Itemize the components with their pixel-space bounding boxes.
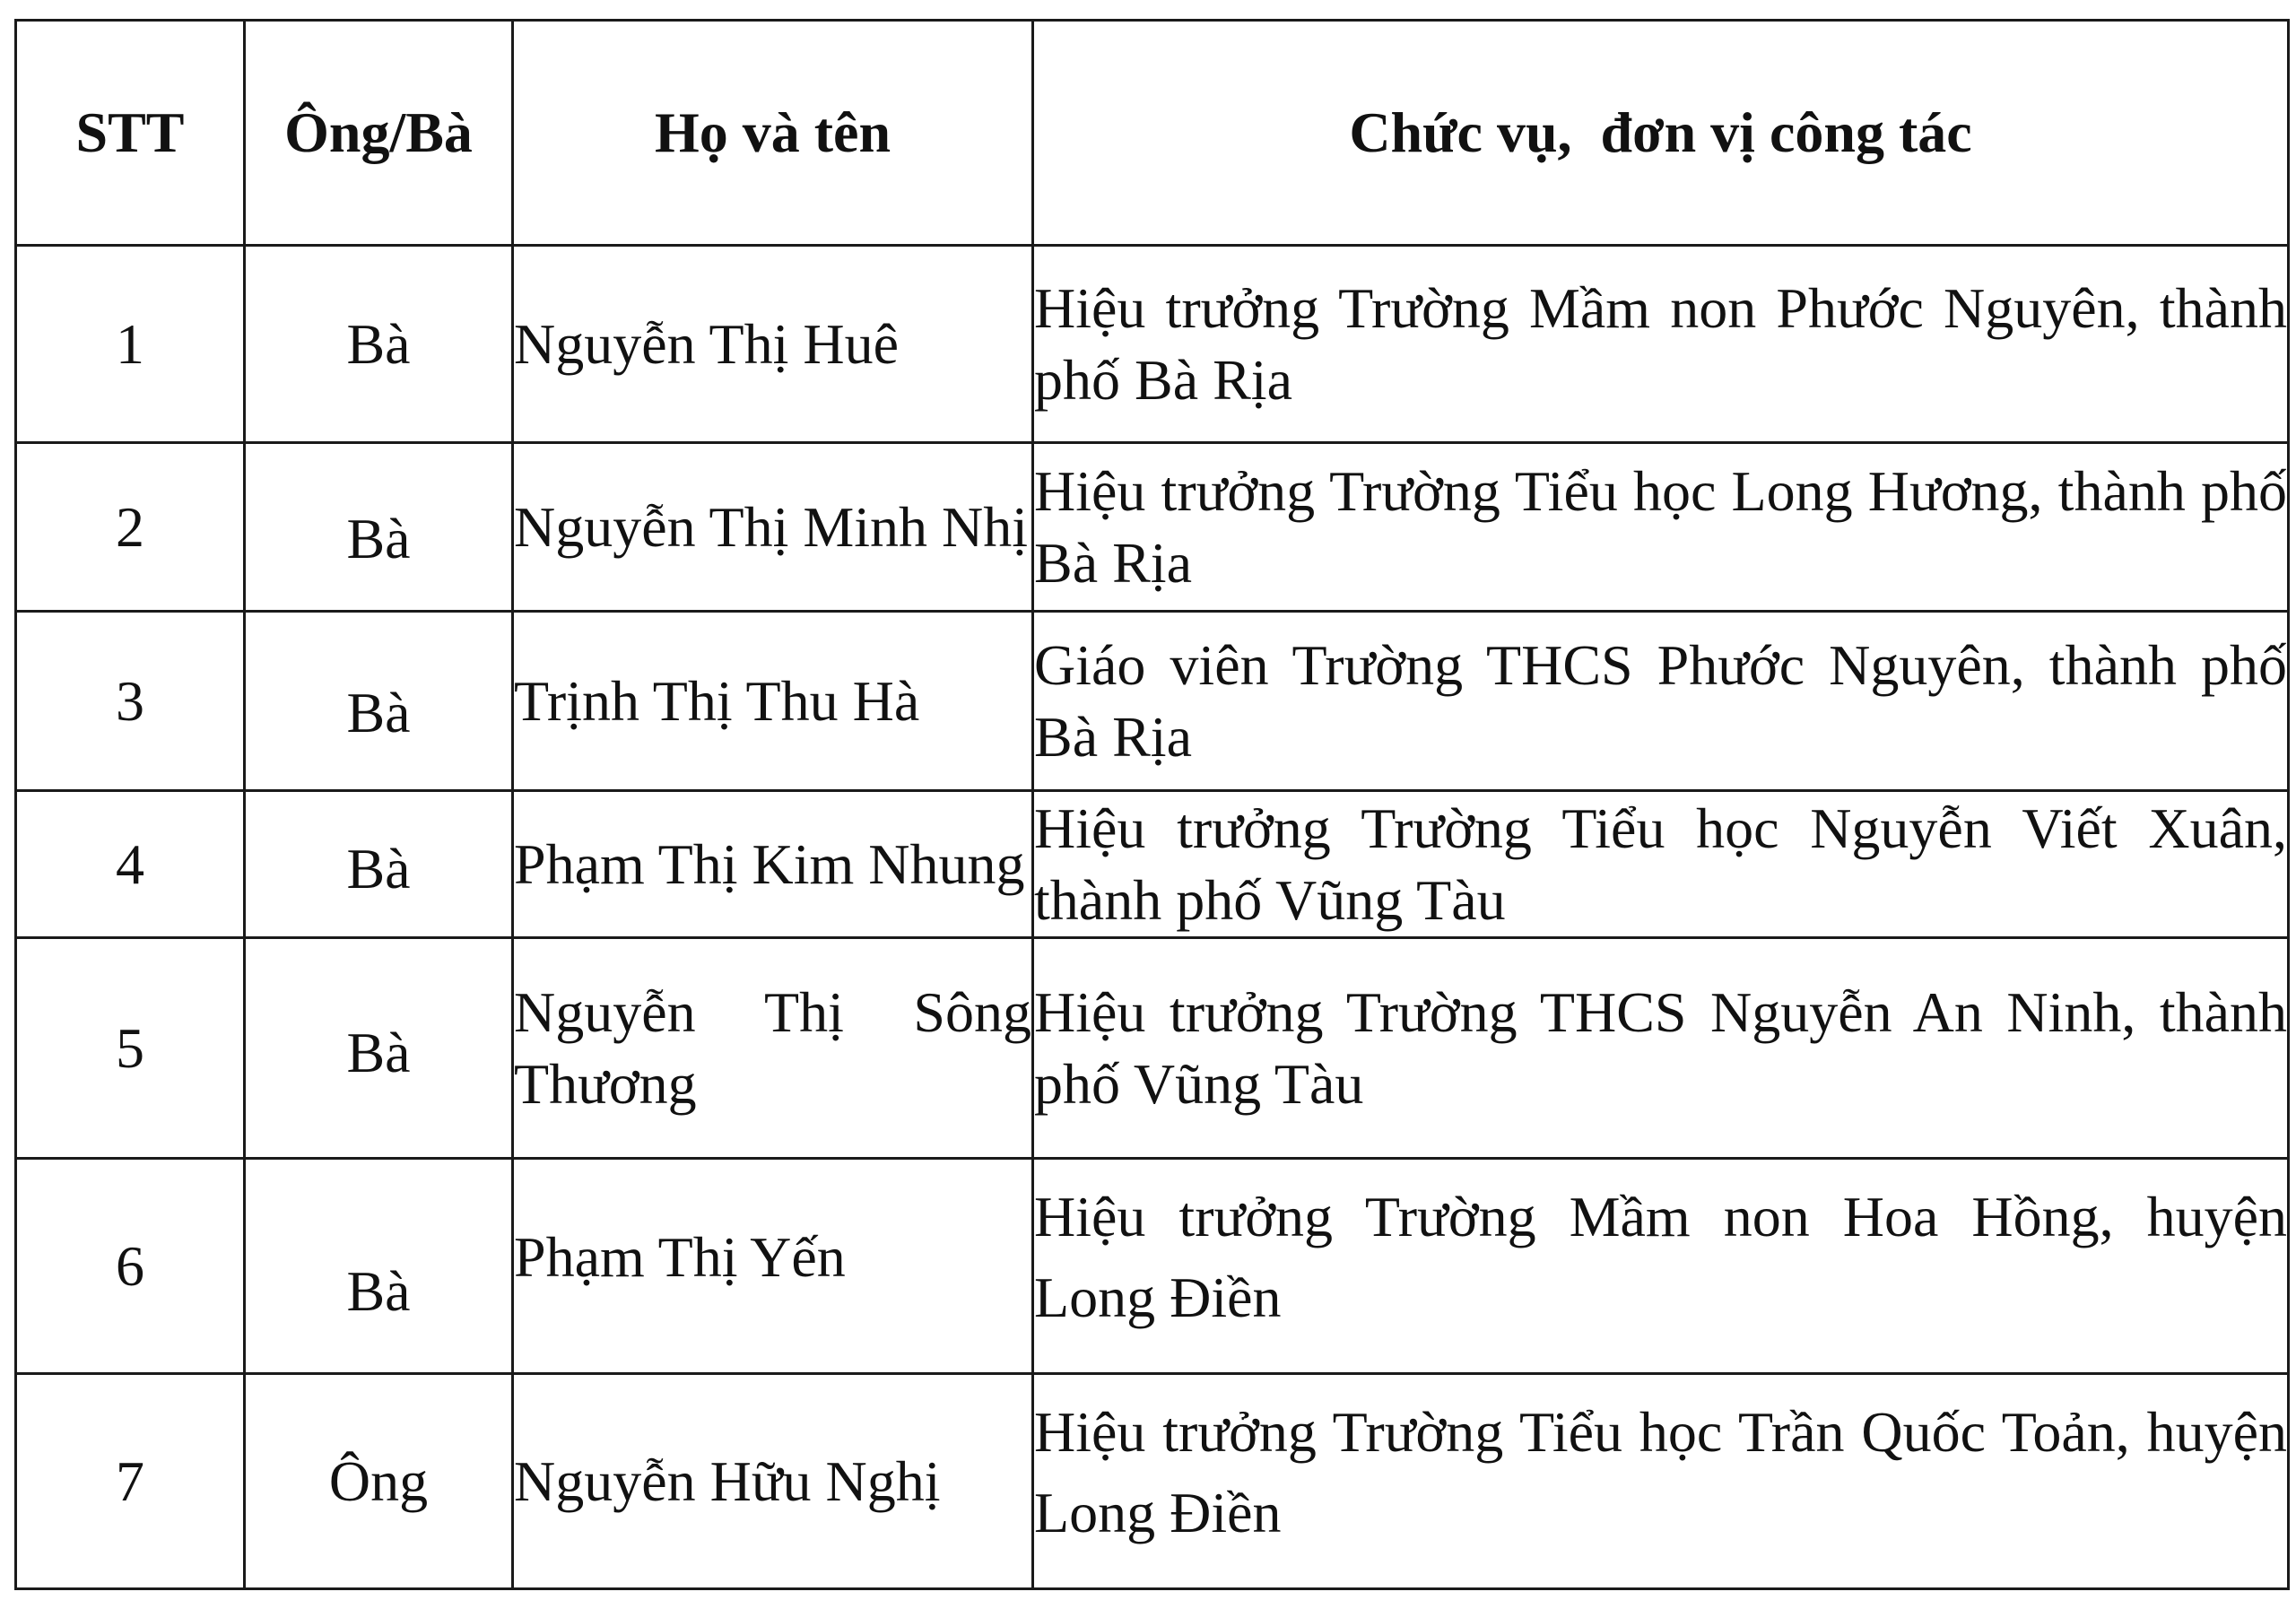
row-position-text: Hiệu trưởng Trường Tiểu học Trần Quốc Toản, huyện Long Điền: [1034, 1399, 2287, 1544]
table-row: [16, 246, 2289, 443]
row-name-text: Trịnh Thị Thu Hà: [514, 668, 920, 733]
row-stt: 1: [16, 246, 245, 443]
header-name: Họ và tên: [513, 21, 1033, 246]
table-header-row: [16, 21, 2289, 246]
row-name: [513, 443, 1033, 612]
row-position: [1033, 443, 2289, 612]
table-row: [16, 938, 2289, 1159]
row-name: [513, 791, 1033, 938]
row-title: Bà: [245, 1159, 513, 1374]
row-title: Bà: [245, 791, 513, 938]
table-row: [16, 443, 2289, 612]
row-position-text: Hiệu trưởng Trường Tiểu học Long Hương, thành phố Bà Rịa: [1034, 458, 2287, 595]
header-stt: STT: [16, 21, 245, 246]
personnel-table: [14, 19, 2290, 1590]
row-title: Bà: [245, 938, 513, 1159]
row-name-text: Nguyễn Thị Minh Nhị: [514, 494, 1029, 559]
row-position-text: Giáo viên Trường THCS Phước Nguyên, thành phố Bà Rịa: [1034, 632, 2287, 769]
row-name-text: Nguyễn Thị Huê: [514, 311, 899, 376]
row-name: [513, 246, 1033, 443]
row-name-text: Phạm Thị Yến: [514, 1224, 846, 1289]
header-title: Ông/Bà: [245, 21, 513, 246]
table-row: [16, 791, 2289, 938]
row-position-text: Hiệu trưởng Trường THCS Nguyễn An Ninh, thành phố Vũng Tàu: [1034, 979, 2287, 1116]
row-name: [513, 612, 1033, 791]
row-stt: 5: [16, 938, 245, 1159]
row-position: [1033, 246, 2289, 443]
row-name-text: Nguyễn Thị Sông Thương: [514, 979, 1031, 1116]
row-title: Bà: [245, 246, 513, 443]
row-position-text: Hiệu trưởng Trường Tiểu học Nguyễn Viết Xuân, thành phố Vũng Tàu: [1034, 796, 2287, 932]
row-name: [513, 1159, 1033, 1374]
row-position: [1033, 791, 2289, 938]
table-row: [16, 1159, 2289, 1374]
row-stt: 7: [16, 1374, 245, 1589]
row-name: [513, 1374, 1033, 1589]
row-name-text: Nguyễn Hữu Nghị: [514, 1448, 941, 1513]
row-title: Bà: [245, 443, 513, 612]
table-row: [16, 612, 2289, 791]
row-name-text: Phạm Thị Kim Nhung: [514, 831, 1025, 896]
row-stt: 2: [16, 443, 245, 612]
row-position-text: Hiệu trưởng Trường Mầm non Phước Nguyên, thành phố Bà Rịa: [1034, 275, 2287, 412]
row-position: [1033, 612, 2289, 791]
row-position: [1033, 938, 2289, 1159]
table-row: [16, 1374, 2289, 1589]
row-position: [1033, 1374, 2289, 1589]
row-name: [513, 938, 1033, 1159]
row-stt: 6: [16, 1159, 245, 1374]
row-position: [1033, 1159, 2289, 1374]
row-position-text: Hiệu trưởng Trường Mầm non Hoa Hồng, huyện Long Điền: [1034, 1184, 2287, 1329]
row-title: Bà: [245, 612, 513, 791]
row-stt: 4: [16, 791, 245, 938]
header-position: Chức vụ, đơn vị công tác: [1033, 21, 2289, 246]
row-title: Ông: [245, 1374, 513, 1589]
row-stt: 3: [16, 612, 245, 791]
